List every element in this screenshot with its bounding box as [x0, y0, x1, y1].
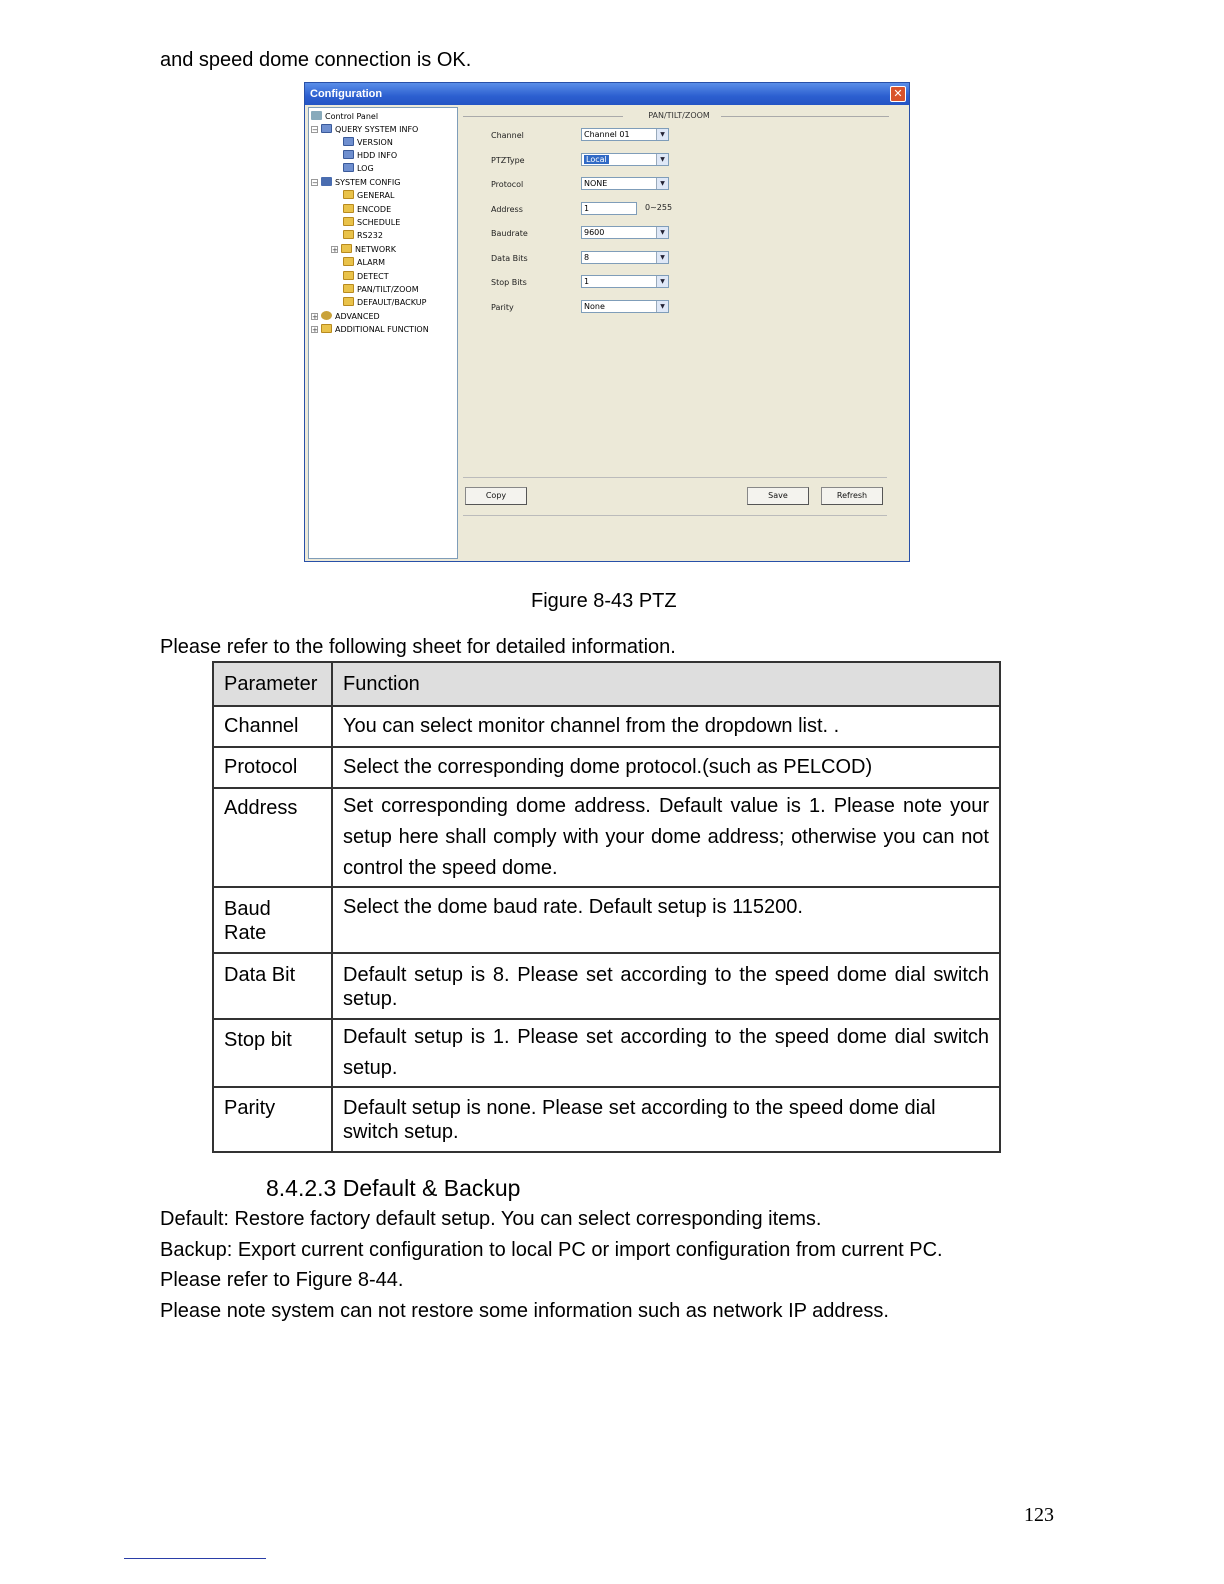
tree-item-schedule[interactable]: SCHEDULE [343, 216, 400, 229]
param-cell: Parity [213, 1087, 332, 1152]
param-cell: Stop bit [213, 1019, 332, 1087]
folder-open-icon [343, 284, 354, 293]
table-row [213, 1087, 1000, 1152]
expand-icon[interactable]: + [312, 313, 318, 321]
baudrate-select[interactable]: 9600 ▼ [581, 226, 669, 239]
chevron-down-icon[interactable]: ▼ [656, 227, 668, 238]
chevron-down-icon[interactable]: ▼ [656, 301, 668, 312]
info-icon [343, 163, 354, 172]
stop-bits-label: Stop Bits [491, 278, 527, 287]
address-label: Address [491, 205, 523, 214]
baudrate-label: Baudrate [491, 229, 528, 238]
tree-item-system-config[interactable]: − SYSTEM CONFIG [312, 178, 401, 187]
address-range: 0~255 [645, 203, 673, 212]
table-row [213, 1019, 1000, 1087]
param-cell: Baud Rate [213, 887, 332, 953]
function-cell: Select the corresponding dome protocol.(such as PELCOD) [332, 747, 1000, 788]
protocol-label: Protocol [491, 180, 524, 189]
param-cell: Protocol [213, 747, 332, 788]
protocol-select[interactable]: NONE ▼ [581, 177, 669, 190]
tree-item-hdd-info[interactable]: HDD INFO [343, 149, 397, 162]
parity-select[interactable]: None ▼ [581, 300, 669, 313]
tree-item-query-system-info[interactable]: − QUERY SYSTEM INFO [312, 125, 419, 134]
tree-item-network[interactable]: + NETWORK [332, 245, 396, 254]
header-function: Function [332, 662, 1000, 706]
tree-item-version[interactable]: VERSION [343, 136, 393, 149]
function-cell: Set corresponding dome address. Default value is 1. Please note your setup here shall comply with your dome address; otherwise you can not control the speed dome. [332, 788, 1000, 887]
ptz-type-label: PTZType [491, 156, 525, 165]
folder-icon [343, 204, 354, 213]
ptz-panel [459, 107, 907, 559]
chevron-down-icon[interactable]: ▼ [656, 252, 668, 263]
expand-icon[interactable]: + [332, 246, 338, 254]
advanced-icon [321, 311, 332, 320]
info-icon [321, 124, 332, 133]
function-cell: Select the dome baud rate. Default setup is 115200. [332, 887, 1000, 953]
paragraph-line: Please note system can not restore some information such as network IP address. [160, 1300, 889, 1322]
channel-select[interactable]: Channel 01 ▼ [581, 128, 669, 141]
tree-item-advanced[interactable]: + ADVANCED [312, 312, 380, 321]
tree-item-rs232[interactable]: RS232 [343, 229, 383, 242]
folder-icon [343, 297, 354, 306]
data-bits-label: Data Bits [491, 254, 528, 263]
table-row [213, 706, 1000, 747]
sheet-intro: Please refer to the following sheet for detailed information. [160, 636, 676, 658]
table-row [213, 887, 1000, 953]
param-cell: Data Bit [213, 953, 332, 1019]
parameter-table [212, 661, 1001, 1153]
save-button[interactable]: Save [747, 487, 809, 505]
function-cell: Default setup is none. Please set according to the speed dome dial switch setup. [332, 1087, 1000, 1152]
tree-item-log[interactable]: LOG [343, 162, 374, 175]
tree-item-pan-tilt-zoom[interactable]: PAN/TILT/ZOOM [343, 283, 419, 296]
refresh-button[interactable]: Refresh [821, 487, 883, 505]
folder-icon [343, 230, 354, 239]
function-cell: Default setup is 1. Please set according to the speed dome dial switch setup. [332, 1019, 1000, 1087]
ptz-type-select[interactable]: Local ▼ [581, 153, 669, 166]
tree-item-alarm[interactable]: ALARM [343, 256, 385, 269]
tree-item-general[interactable]: GENERAL [343, 189, 394, 202]
table-row [213, 953, 1000, 1019]
tree-item-additional-function[interactable]: + ADDITIONAL FUNCTION [312, 325, 429, 334]
table-header-row [213, 662, 1000, 706]
configuration-dialog [304, 82, 910, 562]
footer-divider [124, 1558, 266, 1559]
param-cell: Address [213, 788, 332, 887]
info-icon [343, 137, 354, 146]
function-cell: You can select monitor channel from the dropdown list. . [332, 706, 1000, 747]
folder-icon [343, 217, 354, 226]
section-heading: 8.4.2.3 Default & Backup [266, 1175, 521, 1201]
channel-label: Channel [491, 131, 524, 140]
address-input[interactable]: 1 [581, 202, 637, 215]
paragraph-line: Default: Restore factory default setup. You can select corresponding items. [160, 1208, 822, 1230]
close-icon[interactable]: ✕ [890, 86, 906, 102]
tree-item-detect[interactable]: DETECT [343, 270, 389, 283]
paragraph-line: Please refer to Figure 8-44. [160, 1269, 404, 1291]
system-icon [321, 177, 332, 186]
folder-icon [343, 190, 354, 199]
page-number: 123 [1024, 1504, 1054, 1526]
paragraph-line: Backup: Export current configuration to local PC or import configuration from current PC. [160, 1239, 943, 1261]
tree-item-control-panel[interactable]: Control Panel [311, 110, 378, 123]
config-tree [308, 107, 458, 559]
folder-icon [343, 271, 354, 280]
copy-button[interactable]: Copy [465, 487, 527, 505]
control-panel-icon [311, 111, 322, 120]
tree-item-encode[interactable]: ENCODE [343, 203, 391, 216]
collapse-icon[interactable]: − [312, 179, 318, 187]
intro-line: and speed dome connection is OK. [160, 49, 472, 71]
ptz-section-title: PAN/TILT/ZOOM [648, 111, 710, 120]
folder-icon [321, 324, 332, 333]
parity-label: Parity [491, 303, 514, 312]
stop-bits-select[interactable]: 1 ▼ [581, 275, 669, 288]
chevron-down-icon[interactable]: ▼ [656, 154, 668, 165]
table-row [213, 747, 1000, 788]
folder-icon [343, 257, 354, 266]
figure-caption: Figure 8-43 PTZ [531, 590, 677, 612]
table-row [213, 788, 1000, 887]
collapse-icon[interactable]: − [312, 126, 318, 134]
param-cell: Channel [213, 706, 332, 747]
dialog-title: Configuration [305, 83, 909, 105]
chevron-down-icon[interactable]: ▼ [656, 276, 668, 287]
info-icon [343, 150, 354, 159]
chevron-down-icon[interactable]: ▼ [656, 129, 668, 140]
folder-icon [341, 244, 352, 253]
tree-item-default-backup[interactable]: DEFAULT/BACKUP [343, 296, 426, 309]
header-parameter: Parameter [213, 662, 332, 706]
data-bits-select[interactable]: 8 ▼ [581, 251, 669, 264]
chevron-down-icon[interactable]: ▼ [656, 178, 668, 189]
function-cell: Default setup is 8. Please set according to the speed dome dial switch setup. [332, 953, 1000, 1019]
expand-icon[interactable]: + [312, 326, 318, 334]
